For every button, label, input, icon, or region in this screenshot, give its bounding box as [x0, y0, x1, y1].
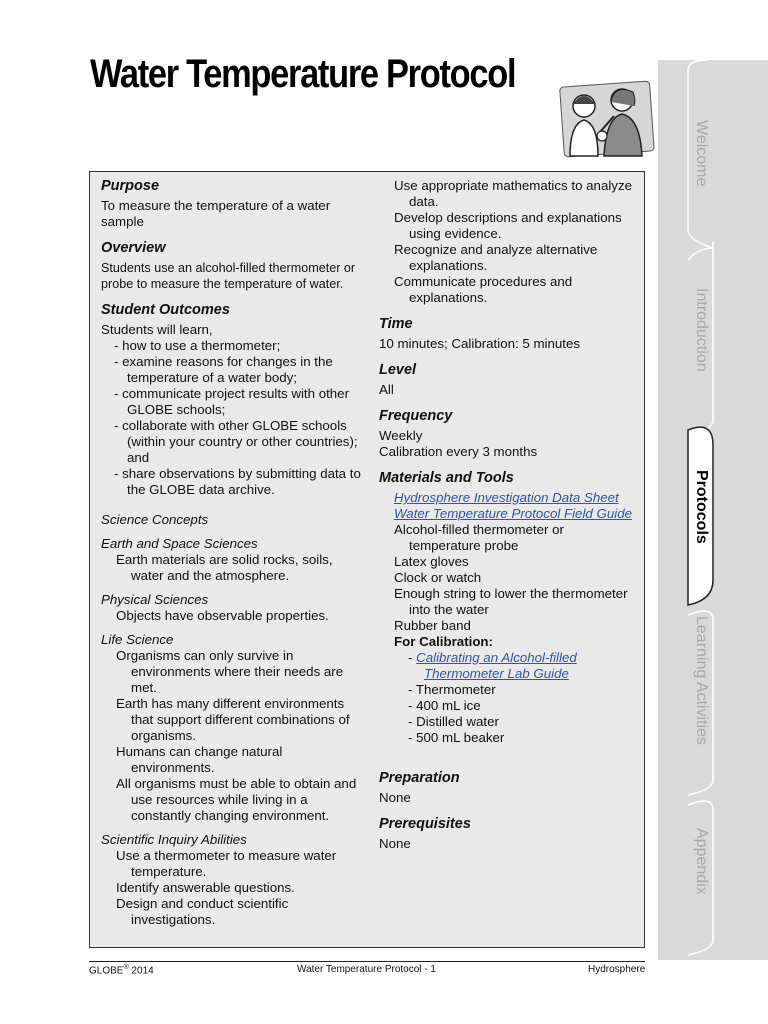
- field-guide-link[interactable]: Water Temperature Protocol Field Guide: [394, 506, 632, 521]
- list-item: - 500 mL beaker: [408, 730, 505, 745]
- list-item: - examine reasons for changes in the temperature of a water body;: [114, 354, 333, 385]
- preparation-heading: Preparation: [379, 770, 460, 786]
- outcomes-intro: Students will learn,: [101, 322, 213, 337]
- purpose-heading: Purpose: [101, 178, 160, 194]
- list-item: Develop descriptions and explanations using evidence.: [394, 210, 622, 241]
- tab-introduction[interactable]: Introduction: [693, 288, 710, 372]
- purpose-text: To measure the temperature of a water sample: [101, 198, 331, 229]
- calibration-guide-link[interactable]: Calibrating an Alcohol-filled Thermometer Lab Guide: [416, 650, 577, 681]
- footer-right: Hydrosphere: [588, 964, 646, 975]
- tab-appendix[interactable]: Appendix: [693, 828, 710, 895]
- list-item: - collaborate with other GLOBE schools (within your country or other countries); and: [114, 418, 358, 465]
- overview-text: Students use an alcohol-filled thermometer or probe to measure the temperature of water.: [101, 261, 356, 291]
- prerequisites-heading: Prerequisites: [379, 816, 471, 832]
- list-item: Earth has many different environments that support different combinations of organisms.: [116, 696, 350, 743]
- overview-heading: Overview: [101, 240, 166, 256]
- level-heading: Level: [379, 362, 417, 378]
- frequency-heading: Frequency: [379, 408, 453, 424]
- frequency-text: Calibration every 3 months: [379, 444, 538, 459]
- calibration-label: For Calibration:: [394, 634, 493, 649]
- list-item: Design and conduct scientific investigations.: [116, 896, 289, 927]
- inquiry-label: Scientific Inquiry Abilities: [101, 832, 247, 847]
- tab-protocols[interactable]: Protocols: [693, 470, 710, 544]
- data-sheet-link[interactable]: Hydrosphere Investigation Data Sheet: [394, 490, 619, 505]
- list-item: Identify answerable questions.: [116, 880, 295, 895]
- footer-center: Water Temperature Protocol - 1: [297, 964, 436, 975]
- time-heading: Time: [379, 316, 413, 332]
- preparation-text: None: [379, 790, 411, 805]
- left-column: [101, 178, 363, 928]
- page-title: Water Temperature Protocol: [90, 52, 516, 96]
- list-item: Recognize and analyze alternative explanations.: [394, 242, 598, 273]
- list-item: Alcohol-filled thermometer or temperature probe: [394, 522, 564, 553]
- tab-learning-activities[interactable]: Learning Activities: [693, 616, 710, 745]
- list-item: Organisms can only survive in environments where their needs are met.: [116, 648, 344, 695]
- list-item: - share observations by submitting data to the GLOBE data archive.: [114, 466, 361, 497]
- physical-sciences-label: Physical Sciences: [101, 592, 209, 607]
- tab-welcome[interactable]: Welcome: [693, 120, 710, 187]
- students-illustration: [556, 80, 658, 160]
- science-concepts-label: Science Concepts: [101, 512, 209, 527]
- list-item: Use a thermometer to measure water temperature.: [116, 848, 337, 879]
- footer-left: GLOBE® 2014: [89, 964, 154, 977]
- section-tabs: [658, 60, 768, 960]
- footer-divider: [89, 961, 645, 962]
- prerequisites-text: None: [379, 836, 411, 851]
- list-item: - Thermometer: [408, 682, 496, 697]
- time-text: 10 minutes; Calibration: 5 minutes: [379, 336, 581, 351]
- list-item: Humans can change natural environments.: [116, 744, 283, 775]
- list-item: Use appropriate mathematics to analyze data.: [394, 178, 632, 209]
- protocol-summary-box: [89, 171, 645, 948]
- list-item: Communicate procedures and explanations.: [394, 274, 573, 305]
- earth-sciences-label: Earth and Space Sciences: [101, 536, 258, 551]
- list-item: Rubber band: [394, 618, 471, 633]
- life-science-label: Life Science: [101, 632, 174, 647]
- materials-heading: Materials and Tools: [379, 470, 514, 486]
- level-text: All: [379, 382, 394, 397]
- list-item: Objects have observable properties.: [116, 608, 329, 623]
- list-item: - 400 mL ice: [408, 698, 481, 713]
- list-item: - Calibrating an Alcohol-filled Thermometer Lab Guide: [408, 650, 577, 681]
- list-item: Enough string to lower the thermometer into the water: [394, 586, 628, 617]
- list-item: - how to use a thermometer;: [114, 338, 281, 353]
- right-column: [379, 178, 634, 852]
- frequency-text: Weekly: [379, 428, 423, 443]
- list-item: Clock or watch: [394, 570, 482, 585]
- list-item: - communicate project results with other GLOBE schools;: [114, 386, 350, 417]
- tab-strip-shape: [658, 60, 768, 960]
- list-item: Earth materials are solid rocks, soils, water and the atmosphere.: [116, 552, 333, 583]
- list-item: - Distilled water: [408, 714, 499, 729]
- outcomes-heading: Student Outcomes: [101, 302, 230, 318]
- list-item: Latex gloves: [394, 554, 469, 569]
- list-item: All organisms must be able to obtain and use resources while living in a constantly changing environment.: [116, 776, 357, 823]
